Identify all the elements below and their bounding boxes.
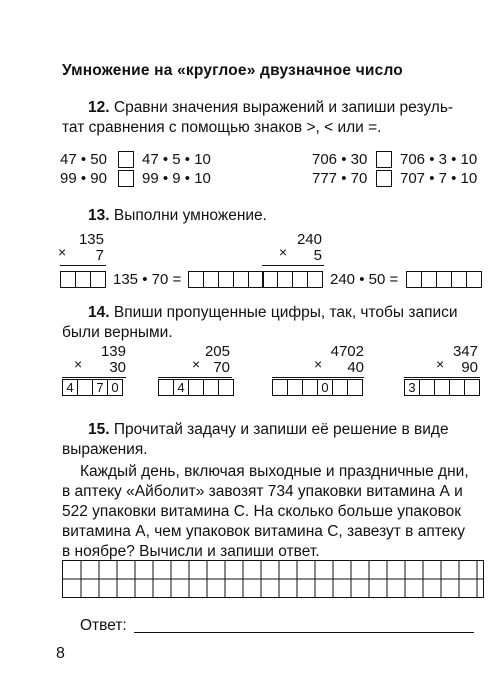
problem-line5: в ноябре? Вычисли и запиши ответ. (62, 543, 320, 560)
col2-cell-3[interactable] (188, 380, 203, 395)
col3-cell-5[interactable] (332, 380, 347, 395)
task14-line1 (88, 303, 458, 323)
col4-result-cells[interactable] (404, 379, 480, 396)
expr1: 135 • 70 = (113, 271, 182, 288)
expr2-result-cells[interactable] (406, 271, 482, 288)
task14-number: 14. (88, 304, 110, 321)
compare-left-2a: 99 • 90 (60, 170, 107, 187)
col2-bottom: 70 (213, 359, 230, 376)
compare-box-2[interactable] (118, 170, 134, 187)
problem-line1: Каждый день, включая выходные и праздничные дни, (80, 463, 469, 480)
col1-line (62, 377, 126, 378)
writing-grid[interactable] (62, 560, 484, 598)
expr1-result-cells[interactable] (188, 271, 264, 288)
compare-right-2b: 707 • 7 • 10 (400, 170, 478, 187)
col4-times-sign: × (436, 356, 445, 372)
mult2-top: 240 (296, 231, 322, 248)
col1-cell-3[interactable]: 7 (92, 380, 107, 395)
col4-top: 347 (452, 343, 478, 360)
task12-text1: Сравни значения выражений и запиши резуль- (113, 99, 454, 116)
answer-label: Ответ: (80, 617, 127, 634)
col1-cell-1[interactable]: 4 (66, 380, 74, 395)
answer-line[interactable] (134, 632, 474, 633)
col3-bottom: 40 (347, 359, 364, 376)
task15-line1 (88, 420, 449, 440)
col3-cell-6[interactable] (347, 380, 362, 395)
task12-line2: тат сравнения с помощью знаков >, < или =. (62, 119, 382, 136)
col3-times-sign: × (314, 356, 323, 372)
compare-right-1a: 706 • 30 (312, 151, 368, 168)
task15-line2: выражения. (62, 441, 148, 458)
col2-cell-4[interactable] (203, 380, 218, 395)
section-title: Умножение на «круглое» двузначное число (62, 62, 403, 79)
col1-top: 139 (100, 343, 126, 360)
col4-bottom: 90 (461, 359, 478, 376)
col2-top: 205 (204, 343, 230, 360)
col1-result-cells[interactable] (62, 379, 123, 396)
mult1-line (60, 265, 106, 266)
compare-right-1b: 706 • 3 • 10 (400, 151, 478, 168)
task14-text1: Впиши пропущенные цифры, так, чтобы записи (113, 304, 458, 321)
col3-result-cells[interactable] (272, 379, 363, 396)
task13-text: Выполни умножение. (113, 207, 267, 224)
task14-line2: были верными. (62, 324, 173, 341)
col1-cell-2[interactable] (77, 380, 92, 395)
col3-cell-2[interactable] (287, 380, 302, 395)
col3-line (272, 377, 364, 378)
col2-result-cells[interactable] (158, 379, 234, 396)
compare-box-1[interactable] (118, 151, 134, 168)
mult2-result-cells[interactable] (262, 271, 323, 288)
col4-line (404, 377, 480, 378)
col2-cell-5[interactable] (218, 380, 233, 395)
task12-number: 12. (88, 99, 110, 116)
mult1-bottom: 7 (95, 247, 104, 264)
task12-line1 (88, 98, 453, 118)
col3-cell-1[interactable] (273, 380, 287, 395)
writing-grid-lines (63, 561, 483, 597)
problem-line3: 522 упаковки витамина С. На сколько больше упаковок (62, 503, 462, 520)
mult2-times-sign: × (279, 244, 288, 260)
compare-left-1b: 47 • 5 • 10 (142, 151, 211, 168)
mult2-bottom: 5 (313, 247, 322, 264)
mult1-times-sign: × (58, 244, 67, 260)
mult2-line (262, 265, 324, 266)
col4-cell-1[interactable]: 3 (408, 380, 416, 395)
col4-cell-4[interactable] (449, 380, 464, 395)
problem-line4: витамина А, чем упаковок витамина С, завезут в аптеку (62, 523, 465, 540)
col4-cell-5[interactable] (464, 380, 479, 395)
col1-times-sign: × (74, 356, 83, 372)
col1-bottom: 30 (109, 359, 126, 376)
col3-cell-4[interactable]: 0 (317, 380, 332, 395)
task15-text1: Прочитай задачу и запиши её решение в виде (113, 421, 449, 438)
problem-line2: в аптеку «Айболит» завозят 734 упаковки витамина А и (62, 483, 463, 500)
task13-number: 13. (88, 207, 110, 224)
task15-number: 15. (88, 421, 110, 438)
compare-right-2a: 777 • 70 (312, 170, 368, 187)
task13-line (88, 206, 267, 226)
mult1-top: 135 (78, 231, 104, 248)
compare-left-1a: 47 • 50 (60, 151, 107, 168)
compare-left-2b: 99 • 9 • 10 (142, 170, 211, 187)
col4-cell-2[interactable] (419, 380, 434, 395)
col3-top: 4702 (330, 343, 364, 360)
col2-times-sign: × (192, 356, 201, 372)
col2-cell-2[interactable]: 4 (173, 380, 188, 395)
compare-box-4[interactable] (376, 170, 392, 187)
col2-cell-1[interactable] (159, 380, 173, 395)
col3-cell-3[interactable] (302, 380, 317, 395)
col2-line (158, 377, 232, 378)
col1-cell-4[interactable]: 0 (107, 380, 122, 395)
page-number: 8 (56, 645, 65, 662)
mult1-result-cells[interactable] (60, 271, 106, 288)
compare-box-3[interactable] (376, 151, 392, 168)
expr2: 240 • 50 = (330, 271, 399, 288)
col4-cell-3[interactable] (434, 380, 449, 395)
